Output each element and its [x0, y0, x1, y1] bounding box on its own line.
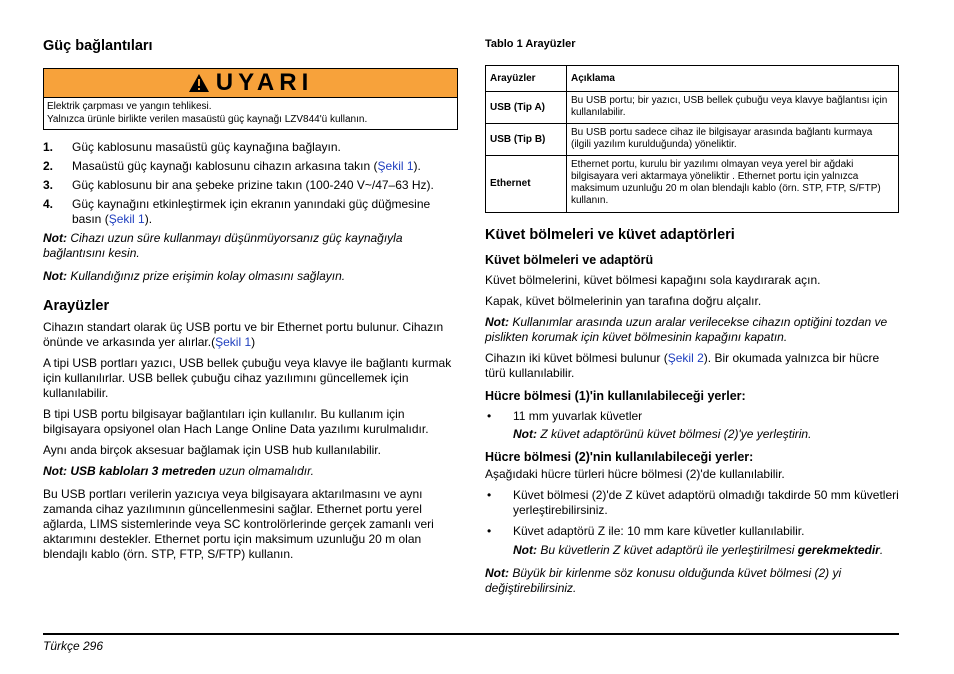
subsection-title: Küvet bölmeleri ve adaptörü	[485, 253, 654, 267]
table-row	[486, 92, 899, 124]
table-cell-description: Bu USB portu sadece cihaz ile bilgisayar arasında bağlantı kurmaya (ilgili yazılım kurulduğunda) yöneliktir.	[567, 124, 899, 156]
note-label: Not:	[513, 543, 537, 557]
table-cell-description: Bu USB portu; bir yazıcı, USB bellek çubuğu veya klavye bağlantısı için kullanılabilir.	[567, 92, 899, 124]
warning-text	[44, 98, 457, 129]
list-item-text: 11 mm yuvarlak küvetler	[513, 409, 643, 423]
table-cell-interface: USB (Tip A)	[486, 92, 567, 124]
note-adapter	[513, 427, 899, 442]
step-number: 4.	[43, 197, 54, 211]
warning-header	[44, 69, 457, 98]
note-emphasis: gerekmektedir	[797, 543, 880, 557]
paragraph: Kapak, küvet bölmelerinin yan tarafına doğru alçalır.	[485, 294, 762, 308]
bullet: •	[487, 488, 492, 502]
paragraph: Bu USB portları verilerin yazıcıya veya bilgisayara aktarılmasını ve aynı zamanda cihaz yazılımının güncellenmesini sağlar. Ethernet portu yerel ağlarda, LIMS sistemlerinde veya SC kontrolörlerinde gerçek zamanlı veri aktarımını destekler. Ethernet portu için maksimum uzunluğu 20 m olan blendajlı kablo (örn. STP, FTP, S/FTP) kullanın.	[43, 487, 434, 561]
table-header: Arayüzler	[486, 66, 567, 92]
step-text	[72, 197, 458, 227]
note-required	[513, 543, 899, 558]
note-label: Not:	[485, 315, 509, 329]
step-text: Güç kablosunu masaüstü güç kaynağına bağlayın.	[72, 140, 341, 154]
list-item-text: Küvet bölmesi (2)'de Z küvet adaptörü olmadığı takdirde 50 mm küvetleri yerleştirebilirsiniz.	[513, 488, 899, 517]
warning-box	[43, 68, 458, 130]
note-label: Not:	[43, 269, 67, 283]
paragraph: Aynı anda birçok aksesuar bağlamak için USB hub kullanılabilir.	[43, 443, 381, 457]
note-outlet	[43, 269, 458, 284]
note-text: uzun olmamalıdır.	[215, 464, 314, 478]
step-text-part: Masaüstü güç kaynağı kablosunu cihazın arkasına takın (	[72, 159, 378, 173]
section-title-power: Güç bağlantıları	[43, 38, 153, 54]
step-text-part: Güç kaynağını etkinleştirmek için ekranın yanındaki güç düğmesine basın (	[72, 197, 431, 226]
footer-page-label: Türkçe 296	[43, 639, 104, 653]
step-item	[43, 197, 458, 227]
step-number: 1.	[43, 140, 54, 154]
paragraph-text: )	[251, 335, 256, 349]
section-title-cuvette: Küvet bölmeleri ve küvet adaptörleri	[485, 227, 735, 243]
warning-line-1: Elektrik çarpması ve yangın tehlikesi.	[47, 101, 212, 112]
bullet: •	[487, 524, 492, 538]
table-cell-interface: USB (Tip B)	[486, 124, 567, 156]
figure-link[interactable]: Şekil 1	[377, 159, 414, 173]
paragraph-text: Cihazın iki küvet bölmesi bulunur (	[485, 351, 668, 365]
paragraph: A tipi USB portları yazıcı, USB bellek çubuğu veya klavye ile bağlantı kurmak için kullanılırlar. USB bellek çubuğu cihaz yazılımını güncellemek için kullanılabilir.	[43, 356, 452, 400]
section-title-interfaces: Arayüzler	[43, 298, 110, 314]
list-item	[485, 488, 899, 518]
warning-triangle-icon	[188, 73, 210, 93]
paragraph	[43, 320, 458, 350]
note-text: Kullandığınız prize erişimin kolay olmasını sağlayın.	[67, 269, 346, 283]
paragraph: B tipi USB portu bilgisayar bağlantıları için kullanılır. Bu kullanım için bilgisayara opsiyonel olan Hach Lange Online Data yazılımı kurulmalıdır.	[43, 407, 429, 436]
step-item	[43, 178, 458, 193]
table-header: Açıklama	[567, 66, 899, 92]
table-caption: Tablo 1 Arayüzler	[485, 38, 576, 50]
left-column	[43, 38, 458, 562]
note-label: Not:	[485, 566, 509, 580]
note-text: Büyük bir kirlenme söz konusu olduğunda küvet bölmesi (2) yi değiştirebilirsiniz.	[485, 566, 842, 595]
step-number: 3.	[43, 178, 54, 192]
figure-link[interactable]: Şekil 2	[667, 351, 704, 365]
step-number: 2.	[43, 159, 54, 173]
paragraph-text: ). Bir okumada yalnızca bir hücre türü kullanılabilir.	[485, 351, 880, 380]
power-steps-list	[43, 140, 458, 227]
note-disconnect	[43, 231, 458, 261]
table-row	[486, 156, 899, 213]
step-text	[72, 159, 421, 174]
note-text: .	[879, 543, 884, 557]
step-text-part: ).	[413, 159, 421, 173]
figure-link[interactable]: Şekil 1	[108, 212, 145, 226]
list-item	[485, 409, 899, 424]
note-text: Kullanımlar arasında uzun aralar verilecekse cihazın optiğini tozdan ve pislikten korumak için küvet bölmesinin kapağını kapatın.	[485, 315, 888, 344]
footer-divider	[43, 633, 899, 635]
table-cell-description: Ethernet portu, kurulu bir yazılımı olmayan veya yerel bir ağdaki bilgisayara veri aktarmaya yöneliktir . Ethernet portu için yalnızca maksimum uzunluğu 20 m olan blendajlı kablo (örn. STP, FTP, S/FTP) kullanın.	[567, 156, 899, 213]
note-text: Z küvet adaptörünü küvet bölmesi (2)'ye yerleştirin.	[537, 427, 812, 441]
note-label: Not:	[513, 427, 537, 441]
paragraph: Aşağıdaki hücre türleri hücre bölmesi (2)'de kullanılabilir.	[485, 467, 785, 481]
bullet-list	[485, 409, 899, 424]
step-item	[43, 140, 458, 155]
note-usb-cable	[43, 464, 458, 479]
note-label: Not:	[43, 231, 67, 245]
warning-line-2: Yalnızca ürünle birlikte verilen masaüstü güç kaynağı LZV844'ü kullanın.	[47, 114, 368, 125]
right-column	[485, 38, 899, 596]
bullet: •	[487, 409, 492, 423]
step-text: Güç kablosunu bir ana şebeke prizine takın (100-240 V~/47–63 Hz).	[72, 178, 434, 192]
figure-link[interactable]: Şekil 1	[215, 335, 252, 349]
subsection-title: Hücre bölmesi (2)'nin kullanılabileceği yerler:	[485, 450, 754, 464]
note-replace	[485, 566, 899, 596]
table-row	[486, 124, 899, 156]
paragraph-text: Cihazın standart olarak üç USB portu ve bir Ethernet portu bulunur. Cihazın önünde ve arkasında yer alırlar.(	[43, 320, 444, 349]
table-cell-interface: Ethernet	[486, 156, 567, 213]
note-text: Bu küvetlerin Z küvet adaptörü ile yerleştirilmesi	[537, 543, 798, 557]
table-header-row	[486, 66, 899, 92]
step-item	[43, 159, 458, 174]
list-item	[485, 524, 899, 539]
interfaces-table	[485, 65, 899, 213]
step-text-part: ).	[144, 212, 153, 226]
subsection-title: Hücre bölmesi (1)'in kullanılabileceği yerler:	[485, 389, 746, 403]
note-text: Cihazı uzun süre kullanmayı düşünmüyorsanız güç kaynağıyla bağlantısını kesin.	[43, 231, 403, 260]
paragraph	[485, 351, 899, 381]
note-dust	[485, 315, 899, 345]
list-item-text: Küvet adaptörü Z ile: 10 mm kare küvetler kullanılabilir.	[513, 524, 805, 538]
note-label: Not: USB kabloları 3 metreden	[43, 464, 216, 478]
bullet-list	[485, 488, 899, 539]
warning-label: UYARI	[215, 69, 314, 96]
paragraph: Küvet bölmelerini, küvet bölmesi kapağını sola kaydırarak açın.	[485, 273, 821, 287]
